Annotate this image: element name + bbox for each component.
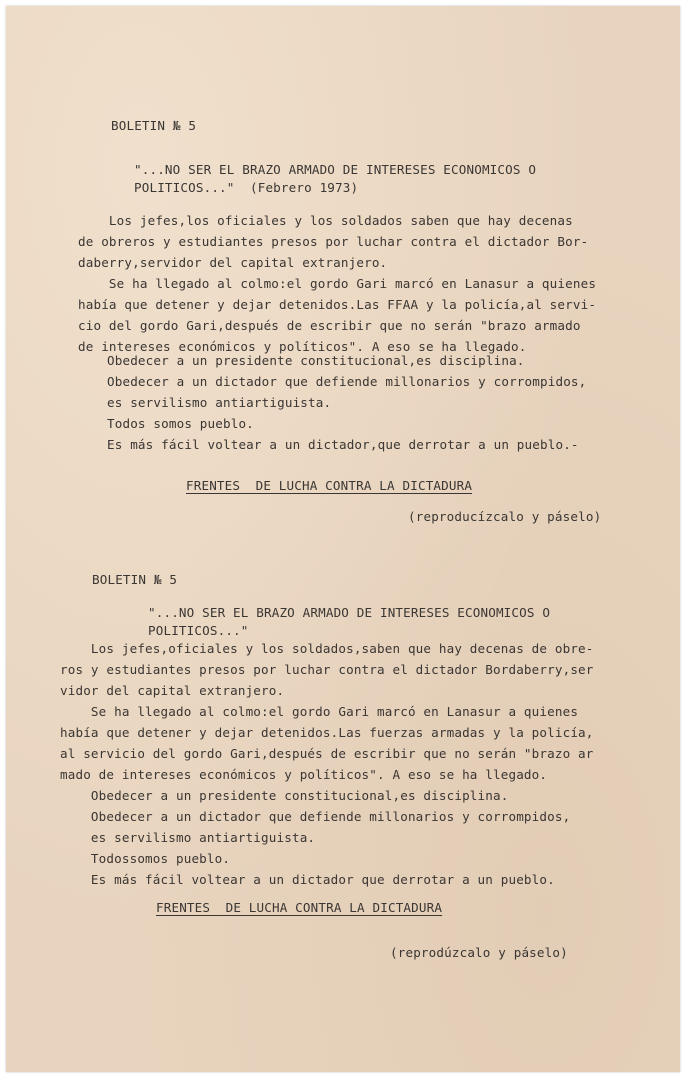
bulletin-1-closing-line: Obedecer a un presidente constitucional,es disciplina. [107, 353, 525, 368]
bulletin-2-body-line: ros y estudiantes presos por luchar contra el dictador Bordaberry,ser [60, 662, 594, 677]
bulletin-2-body-line: es servilismo antiartiguista. [60, 830, 316, 845]
bulletin-1-header: BOLETIN № 5 [111, 118, 197, 133]
bulletin-1-body-line: Se ha llegado al colmo:el gordo Gari marcó en Lanasur a quienes [78, 276, 597, 291]
bulletin-2-quote-line-1: "...NO SER EL BRAZO ARMADO DE INTERESES ECONOMICOS O [148, 605, 551, 620]
bulletin-2-body-line: Se ha llegado al colmo:el gordo Gari marcó en Lanasur a quienes [60, 704, 579, 719]
bulletin-2-signature: FRENTES DE LUCHA CONTRA LA DICTADURA [156, 900, 443, 915]
bulletin-1-body-line: cio del gordo Gari,después de escribir que no serán "brazo armado [78, 318, 581, 333]
bulletin-1-quote-line-1: "...NO SER EL BRAZO ARMADO DE INTERESES ECONOMICOS O [134, 162, 537, 177]
bulletin-1-body [78, 210, 596, 357]
bulletin-2-body-line: al servicio del gordo Gari,después de escribir que no serán "brazo ar [60, 746, 594, 761]
bulletin-2-body-line: Todossomos pueblo. [60, 851, 231, 866]
bulletin-1-body-line: daberry,servidor del capital extranjero. [78, 255, 388, 270]
bulletin-1-body-line: Los jefes,los oficiales y los soldados saben que hay decenas [78, 213, 573, 228]
bulletin-2-footer: (reprodúzcalo y páselo) [390, 945, 568, 960]
bulletin-1-body-line: había que detener y dejar detenidos.Las FFAA y la policía,al servi- [78, 297, 597, 312]
bulletin-1-closing-line: es servilismo antiartiguista. [107, 395, 332, 410]
bulletin-1-quote-line-2: POLITICOS..." (Febrero 1973) [134, 180, 359, 195]
bulletin-2-body-line: Obedecer a un presidente constitucional,es disciplina. [60, 788, 509, 803]
bulletin-2-body-line: Los jefes,oficiales y los soldados,saben que hay decenas de obre- [60, 641, 594, 656]
bulletin-1-body-line: de obreros y estudiantes presos por luchar contra el dictador Bor- [78, 234, 589, 249]
bulletin-2-quote-line-2: POLITICOS..." [148, 623, 249, 638]
bulletin-2-body-line: había que detener y dejar detenidos.Las fuerzas armadas y la policía, [60, 725, 594, 740]
bulletin-1-closing-line: Obedecer a un dictador que defiende millonarios y corrompidos, [107, 374, 587, 389]
bulletin-1-footer: (reproducízcalo y páselo) [408, 509, 602, 524]
bulletin-2-body-line: Es más fácil voltear a un dictador que derrotar a un pueblo. [60, 872, 555, 887]
bulletin-1-closing-line: Es más fácil voltear a un dictador,que derrotar a un pueblo.- [107, 437, 579, 452]
bulletin-2-body-line: vidor del capital extranjero. [60, 683, 285, 698]
bulletin-2-body-line: Obedecer a un dictador que defiende millonarios y corrompidos, [60, 809, 571, 824]
bulletin-1-closing [107, 350, 586, 455]
bulletin-1-body-line: de intereses económicos y políticos". A eso se ha llegado. [78, 339, 527, 354]
bulletin-2-header: BOLETIN № 5 [92, 572, 178, 587]
bulletin-2-body [60, 638, 594, 890]
bulletin-1-signature: FRENTES DE LUCHA CONTRA LA DICTADURA [186, 478, 473, 493]
bulletin-1-closing-line: Todos somos pueblo. [107, 416, 254, 431]
bulletin-2-body-line: mado de intereses económicos y políticos". A eso se ha llegado. [60, 767, 548, 782]
